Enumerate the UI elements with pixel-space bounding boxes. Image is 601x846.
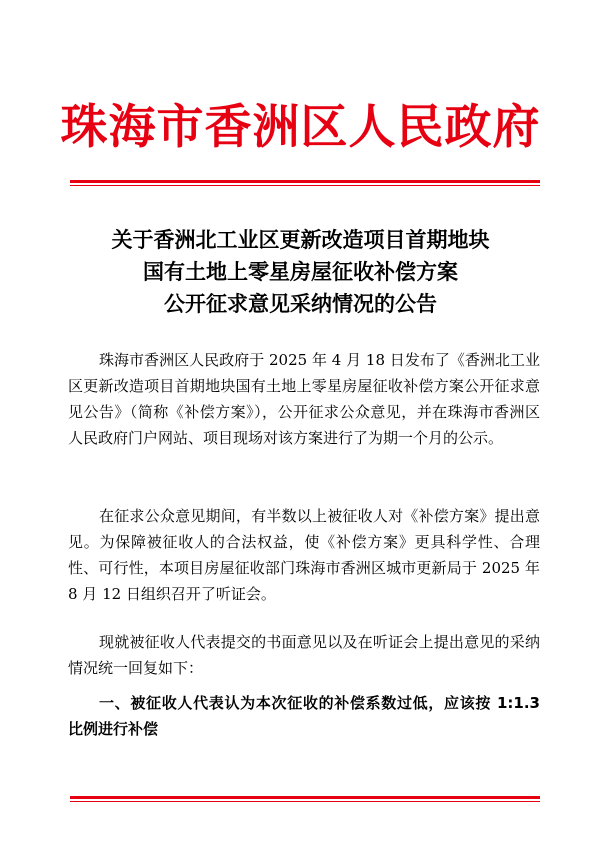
body-paragraph-1 bbox=[68, 347, 540, 451]
document-title-line-2: 国有土地上零星房屋征收补偿方案 bbox=[143, 259, 458, 284]
body-paragraph-3 bbox=[68, 629, 540, 681]
paragraph-text: 在征求公众意见期间，有半数以上被征收人对《补偿方案》提出意见。为保障被征收人的合法权益，使《补偿方案》更具科学性、合理性、可行性，本项目房屋征收部门珠海市香洲区城市更新局于 2025 年 8 月 12 日组织召开了听证会。 bbox=[68, 507, 540, 603]
header-red-rule-thick bbox=[70, 180, 540, 183]
document-title-line-1: 关于香洲北工业区更新改造项目首期地块 bbox=[111, 227, 490, 252]
heading-text: 一、被征收人代表认为本次征收的补偿系数过低，应该按 1:1.3 比例进行补偿 bbox=[68, 694, 540, 738]
footer-red-rule-thin bbox=[70, 801, 540, 802]
header-red-rule-thin bbox=[70, 185, 540, 186]
section-heading-1 bbox=[68, 690, 540, 742]
document-title-line-3: 公开征求意见采纳情况的公告 bbox=[164, 291, 437, 316]
footer-red-rule-thick bbox=[70, 796, 540, 799]
paragraph-text: 珠海市香洲区人民政府于 2025 年 4 月 18 日发布了《香洲北工业区更新改造项目首期地块国有土地上零星房屋征收补偿方案公开征求意见公告》（简称《补偿方案》），公开征求公众意见，并在珠海市香洲区人民政府门户网站、项目现场对该方案进行了为期一个月的公示。 bbox=[68, 351, 540, 447]
issuing-agency-header: 珠海市香洲区人民政府 bbox=[60, 100, 541, 155]
paragraph-text: 现就被征收人代表提交的书面意见以及在听证会上提出意见的采纳情况统一回复如下： bbox=[68, 633, 540, 677]
body-paragraph-2 bbox=[68, 503, 540, 607]
